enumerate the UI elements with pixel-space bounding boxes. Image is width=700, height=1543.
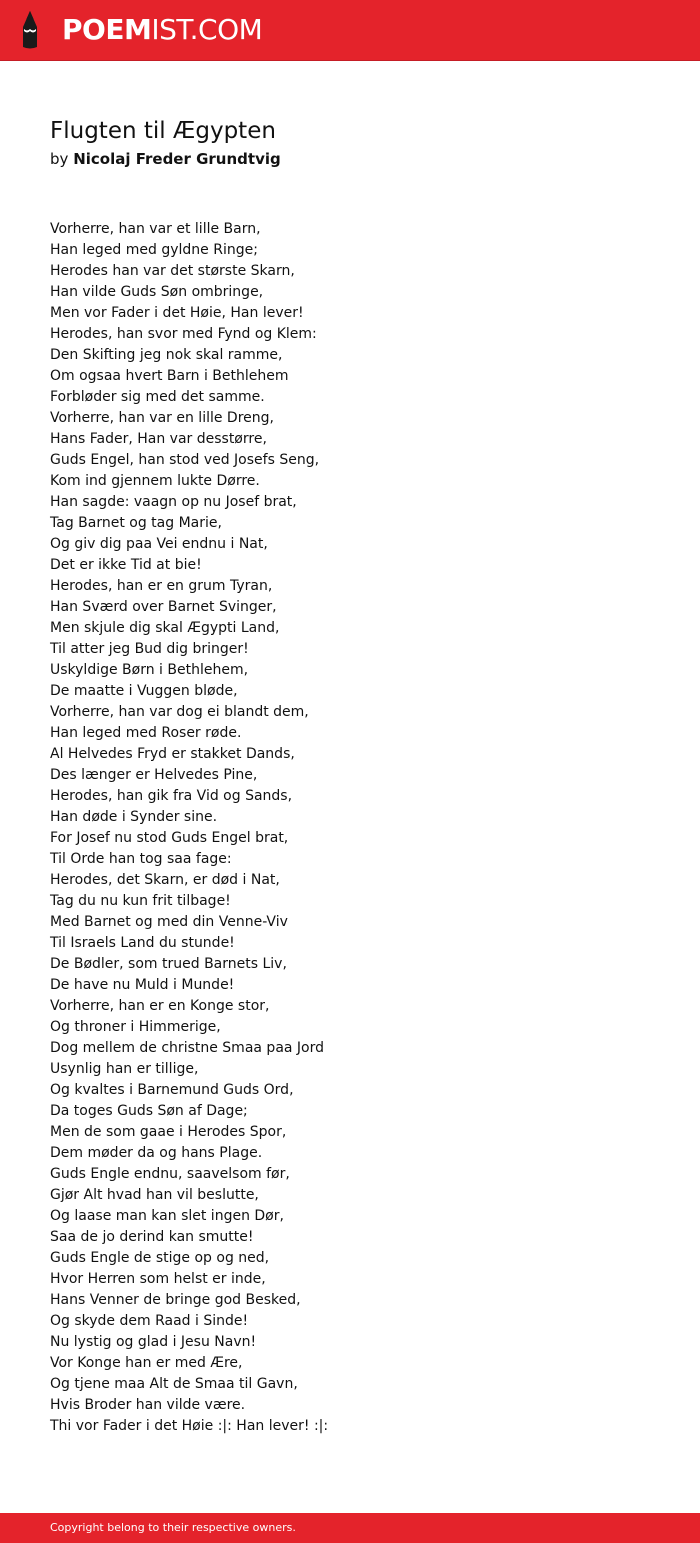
poem-line: Og giv dig paa Vei endnu i Nat,	[50, 536, 268, 552]
poem-line: Nu lystig og glad i Jesu Navn!	[50, 1334, 257, 1350]
poem-line: Herodes, han svor med Fynd og Klem:	[50, 326, 317, 342]
poem-line: Herodes han var det største Skarn,	[50, 263, 295, 279]
poem-line: Hvor Herren som helst er inde,	[50, 1271, 266, 1287]
poem-line: Vor Konge han er med Ære,	[50, 1355, 243, 1371]
poem-line: Han døde i Synder sine.	[50, 809, 218, 825]
poem-line: Hans Fader, Han var desstørre,	[50, 431, 267, 447]
poem-line: Dog mellem de christne Smaa paa Jord	[50, 1040, 325, 1056]
poem-byline	[50, 148, 281, 170]
poem-line: Til Israels Land du stunde!	[50, 935, 235, 951]
poem-line: Dem møder da og hans Plage.	[50, 1145, 263, 1161]
poem-line: Guds Engle endnu, saavelsom før,	[50, 1166, 290, 1182]
poem-line: Vorherre, han er en Konge stor,	[50, 998, 270, 1014]
poem-line: Men skjule dig skal Ægypti Land,	[50, 620, 280, 636]
poem-line: Det er ikke Tid at bie!	[50, 557, 202, 573]
poem-line: Forbløder sig med det samme.	[50, 389, 265, 405]
poem-line: Al Helvedes Fryd er stakket Dands,	[50, 746, 295, 762]
poem-line: Og tjene maa Alt de Smaa til Gavn,	[50, 1376, 298, 1392]
poem-line: Til Orde han tog saa fage:	[50, 851, 232, 867]
poem-line: Han sagde: vaagn op nu Josef brat,	[50, 494, 297, 510]
poem-line: Den Skifting jeg nok skal ramme,	[50, 347, 283, 363]
poem-line: Guds Engle de stige op og ned,	[50, 1250, 270, 1266]
poem-line: Med Barnet og med din Venne-Viv	[50, 914, 288, 930]
poem-line: Tag Barnet og tag Marie,	[50, 515, 222, 531]
poem-line: Kom ind gjennem lukte Dørre.	[50, 473, 260, 489]
poem-line: Om ogsaa hvert Barn i Bethlehem	[50, 368, 289, 384]
poem-line: Usynlig han er tillige,	[50, 1061, 199, 1077]
poem-line: Og kvaltes i Barnemund Guds Ord,	[50, 1082, 294, 1098]
poem-line: Herodes, det Skarn, er død i Nat,	[50, 872, 280, 888]
site-logo-text[interactable]	[62, 12, 262, 48]
brand-light: IST.COM	[151, 13, 263, 46]
pencil-tip-icon[interactable]	[18, 10, 42, 50]
poem-line: Vorherre, han var en lille Dreng,	[50, 410, 274, 426]
poem-line: Han Sværd over Barnet Svinger,	[50, 599, 277, 615]
poem-title: Flugten til Ægypten	[50, 118, 276, 144]
poem-line: Da toges Guds Søn af Dage;	[50, 1103, 248, 1119]
poem-line: Han vilde Guds Søn ombringe,	[50, 284, 264, 300]
poem-line: Til atter jeg Bud dig bringer!	[50, 641, 249, 657]
poem-line: Gjør Alt hvad han vil beslutte,	[50, 1187, 259, 1203]
poem-line: Vorherre, han var dog ei blandt dem,	[50, 704, 309, 720]
poem-line: Og throner i Himmerige,	[50, 1019, 221, 1035]
poem-line: Herodes, han gik fra Vid og Sands,	[50, 788, 293, 804]
poem-line: For Josef nu stod Guds Engel brat,	[50, 830, 289, 846]
poem-line: Men de som gaae i Herodes Spor,	[50, 1124, 287, 1140]
poem-line: Vorherre, han var et lille Barn,	[50, 221, 261, 237]
by-label: by	[50, 150, 69, 168]
copyright-notice: Copyright belong to their respective owners.	[50, 1521, 296, 1534]
poem-line: Men vor Fader i det Høie, Han lever!	[50, 305, 304, 321]
poem-line: De maatte i Vuggen bløde,	[50, 683, 238, 699]
poem-line: Hans Venner de bringe god Besked,	[50, 1292, 301, 1308]
poem-line: Og laase man kan slet ingen Dør,	[50, 1208, 284, 1224]
poem-author: Nicolaj Freder Grundtvig	[73, 150, 281, 168]
poem-line: De have nu Muld i Munde!	[50, 977, 235, 993]
poem-line: Uskyldige Børn i Bethlehem,	[50, 662, 249, 678]
poem-line: Thi vor Fader i det Høie :|: Han lever! :|:	[50, 1418, 329, 1434]
poem-line: Guds Engel, han stod ved Josefs Seng,	[50, 452, 320, 468]
poem-line: Han leged med gyldne Ringe;	[50, 242, 258, 258]
poem-line: Herodes, han er en grum Tyran,	[50, 578, 273, 594]
poem-line: Saa de jo derind kan smutte!	[50, 1229, 254, 1245]
brand-bold: POEM	[62, 13, 152, 46]
poem-line: Tag du nu kun frit tilbage!	[50, 893, 231, 909]
poem-line: Hvis Broder han vilde være.	[50, 1397, 246, 1413]
poem-line: De Bødler, som trued Barnets Liv,	[50, 956, 287, 972]
poem-line: Des længer er Helvedes Pine,	[50, 767, 258, 783]
site-footer	[0, 1513, 700, 1543]
site-header	[0, 0, 700, 61]
poem-line: Og skyde dem Raad i Sinde!	[50, 1313, 249, 1329]
poem-body	[50, 219, 670, 1437]
poem-line: Han leged med Roser røde.	[50, 725, 242, 741]
